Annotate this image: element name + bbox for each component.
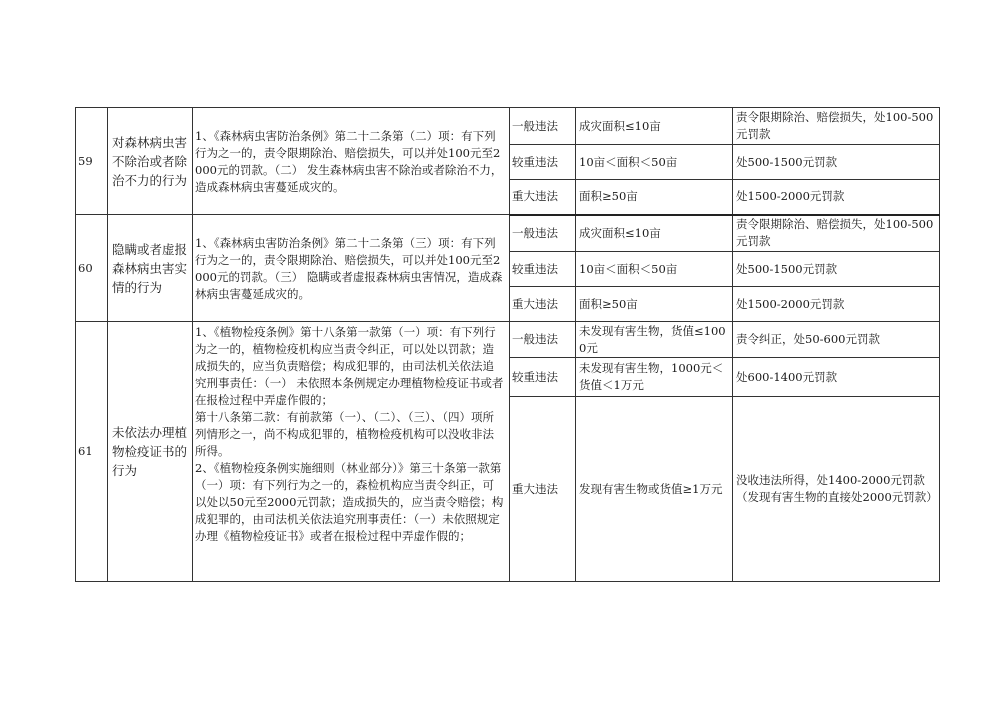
penalty-standard: 处1500-2000元罚款 — [733, 287, 940, 322]
violation-condition: 10亩＜面积＜50亩 — [576, 252, 733, 287]
violation-condition: 10亩＜面积＜50亩 — [576, 145, 733, 180]
violation-level: 重大违法 — [510, 180, 576, 215]
penalty-standard: 处1500-2000元罚款 — [733, 180, 940, 215]
penalty-standard: 责令限期除治、赔偿损失，处100-500元罚款 — [733, 108, 940, 145]
penalty-standard: 没收违法所得，处1400-2000元罚款（发现有害生物的直接处2000元罚款） — [733, 397, 940, 582]
violation-condition: 成灾面积≤10亩 — [576, 108, 733, 145]
penalty-standard: 责令限期除治、赔偿损失，处100-500元罚款 — [733, 215, 940, 252]
violation-condition: 成灾面积≤10亩 — [576, 215, 733, 252]
violation-condition: 面积≥50亩 — [576, 287, 733, 322]
violation-behavior: 对森林病虫害不除治或者除治不力的行为 — [108, 108, 193, 215]
penalty-standard: 处600-1400元罚款 — [733, 358, 940, 397]
violation-level: 一般违法 — [510, 215, 576, 252]
violation-behavior: 隐瞒或者虚报森林病虫害实情的行为 — [108, 215, 193, 322]
row-number: 61 — [76, 322, 108, 582]
violation-level: 一般违法 — [510, 108, 576, 145]
penalty-table — [75, 107, 940, 582]
penalty-standard: 处500-1500元罚款 — [733, 252, 940, 287]
violation-condition: 未发现有害生物，货值≤1000元 — [576, 322, 733, 358]
table-row-60 — [76, 215, 940, 252]
penalty-standard: 处500-1500元罚款 — [733, 145, 940, 180]
violation-condition: 面积≥50亩 — [576, 180, 733, 215]
violation-behavior: 未依法办理植物检疫证书的行为 — [108, 322, 193, 582]
legal-basis-paragraph: 1、《植物检疫条例》第十八条第一款第（一）项：有下列行为之一的，植物检疫机构应当责令纠正，可以处以罚款；造成损失的，应当负责赔偿；构成犯罪的，由司法机关依法追究刑事责任：（一） 未依照本条例规定办理植物检疫证书或者在报检过程中弄虚作假的； — [195, 325, 504, 407]
violation-level: 较重违法 — [510, 145, 576, 180]
legal-basis-paragraph: 2、《植物检疫条例实施细则（林业部分）》第三十条第一款第（一）项：有下列行为之一的，森检机构应当责令纠正，可以处以50元至2000元罚款；造成损失的，应当责令赔偿；构成犯罪的，由司法机关依法追究刑事责任：（一）未依照规定办理《植物检疫证书》或者在报检过程中弄虚作假的； — [195, 461, 504, 543]
violation-level: 重大违法 — [510, 397, 576, 582]
legal-basis-paragraph: 第十八条第二款：有前款第（一）、（二）、（三）、（四）项所列情形之一，尚不构成犯罪的，植物检疫机构可以没收非法所得。 — [195, 410, 494, 458]
violation-condition: 未发现有害生物，1000元＜货值＜1万元 — [576, 358, 733, 397]
legal-basis — [193, 322, 510, 582]
table-row-61 — [76, 322, 940, 358]
violation-level: 重大违法 — [510, 287, 576, 322]
violation-level: 较重违法 — [510, 252, 576, 287]
table-row-59 — [76, 108, 940, 145]
penalty-standard: 责令纠正，处50-600元罚款 — [733, 322, 940, 358]
row-number: 60 — [76, 215, 108, 322]
row-number: 59 — [76, 108, 108, 215]
legal-basis: 1、《森林病虫害防治条例》第二十二条第（三）项：有下列行为之一的，责令限期除治、赔偿损失，可以并处100元至2000元的罚款。（三） 隐瞒或者虚报森林病虫害情况，造成森林病虫害蔓延成灾的。 — [193, 215, 510, 322]
legal-basis: 1、《森林病虫害防治条例》第二十二条第（二）项：有下列行为之一的，责令限期除治、赔偿损失，可以并处100元至2000元的罚款。（二） 发生森林病虫害不除治或者除治不力，造成森林病虫害蔓延成灾的。 — [193, 108, 510, 215]
violation-level: 较重违法 — [510, 358, 576, 397]
violation-condition: 发现有害生物或货值≥1万元 — [576, 397, 733, 582]
violation-level: 一般违法 — [510, 322, 576, 358]
